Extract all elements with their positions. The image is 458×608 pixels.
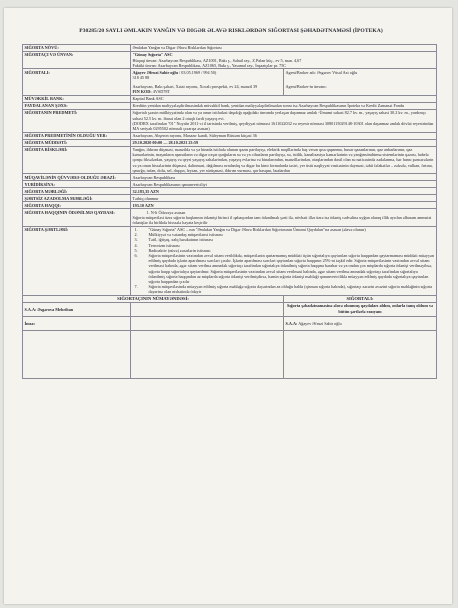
condition-item: 1. "Günay Sığorta" ASC – nın "Əmlakın Yanğın və Digər Əlavə Risklərdən Sığortasının Ümumi Qaydaları"na əsasən (əlavə olunur) <box>134 227 366 232</box>
document-title: P30285/20 SAYLI ƏMLAKIN YANĞIN VƏ DIGƏR ƏLAVƏ RISKLƏRDƏN SIĞORTASI ŞƏHADƏTNAMƏSİ (İPOTEKA) <box>79 28 383 34</box>
label-jurisdiction: YURİDİKSİYA: <box>23 181 131 188</box>
insurer-actual-address: Faktiki ünvan: Azərbaycan Respublikası, AZ1065, Bakı ş., Yasamal ray., İnşaatçılar pr. 75C <box>132 62 287 68</box>
certificate-table <box>22 44 437 379</box>
certificate-sheet <box>4 8 452 604</box>
rep-saa-cell <box>23 303 131 317</box>
value-subject <box>131 109 437 132</box>
value-territory: Azərbaycan Respublikası <box>131 174 437 181</box>
payment-rule: Sığorta müqaviləsi üzrə sığorta haqlarının ödəmişi birinci il qabaqcadan tam ödənilmək şərti ilə, növbəti illər üzrə isə ödəniş cədvəlinə uyğun olaraq illik ayrılan əlbarəm ammsizi ödənişlər ilə birlikdə hisssələ həyata keçirilir <box>132 214 432 226</box>
row-signature-names <box>23 303 437 317</box>
insured-dob: / 03.05.1969 / 994 50) <box>179 69 217 75</box>
label-bank: MÜVƏKKİL BANK: <box>23 95 131 102</box>
row-bottom-blank <box>23 331 437 379</box>
value-location: Azərbaycan, Abşeron rayonu, Masazır kəndi, Süleyman Rüstəm küçəsi 36 <box>131 132 437 139</box>
insurer-name: "Günay Sığorta" ASC <box>132 52 173 58</box>
sign-label: İmza: <box>23 317 131 331</box>
row-insurer <box>23 51 437 68</box>
insurer-legal-address: Hüquqi ünvan: Azərbaycan Respublikası, AZ1001, Bakı ş., Səbail ray., Z.Palan küç., ev 5, mən. 4,67 <box>132 57 302 63</box>
row-territory <box>23 174 437 181</box>
sign-empty-cell <box>131 317 284 331</box>
agent-value: Əsgərov Vüsal Azi oğlu <box>316 69 358 75</box>
label-premium: SIĞORTA HAQQI: <box>23 202 131 209</box>
value-insurer <box>131 51 437 68</box>
row-signature-sign <box>23 317 437 331</box>
rep-empty-cell <box>131 303 284 317</box>
condition-item: 3. Tətil, iğtişaş, xalq hərəkatının istisnası <box>134 237 213 243</box>
rep-saa-label: S.A.A: <box>24 306 37 312</box>
label-risks: SIĞORTA RİSKLƏRİ: <box>23 146 131 174</box>
value-risks: Yanğın, ildırım düşməsi, mənzildə və ya binada istifadə olunan qazın partlayışı, elektrik naqillərində baş verən qısa qapanma, buxar qazanlarının, qaz anbarlarının, qaz kəmərlərinin, maşınların aparatların və digər oxşar qurğuların su və ya cihazların partlayışı, su, istilik, kanalizasiya kəmərlərinin və yanğınsöndürmə sistemlərinin qəzası, habelə qonşu fiksələrdən, yaşayış və qeyri yaşayış sahələrindən, yaşayış evlərinə və binalarından, mənzillərindən, otaqlarından daxil olan su nəticəsində zədələnmə, hər hansı pəncərələrin və ya onun hissələrinin düşməsi, dəlinməsi, dağılması avadanlıq və digər bu kimi formalarda təsiri, yer üstü nəqliyyat vasitəsinin dəyməsi, təbii fəlakətlər – zəlzələ, vulkan, fırtına, qasırğa, tufan, dolu, sel, daşqın, leysan, yer sürüşməsi, ildırım vurması, qar basqını, buzlardan <box>131 146 437 174</box>
label-deductible: ŞƏRTSİZ AZADOLMA MƏBLƏĞİ: <box>23 195 131 202</box>
rep-name: Əsgərova Mehriban <box>37 306 74 312</box>
condition-item: 2. Mülkiyyət və vətəndaş müqavilənsi istisnası <box>134 232 223 238</box>
insured-header: SIĞORTALI: <box>284 296 437 303</box>
blank-left <box>23 331 131 379</box>
row-insured <box>23 69 437 96</box>
row-signature-headers <box>23 296 437 303</box>
row-subject <box>23 109 437 132</box>
row-conditions <box>23 226 437 295</box>
label-payment: SIĞORTA HAQQININ ÖDƏNİLMƏ QAYDASI: <box>23 209 131 226</box>
insured-saa-cell <box>284 317 437 331</box>
agent-cell <box>284 69 437 96</box>
value-sum-insured: 32.183,35 AZN <box>131 188 437 195</box>
row-payment <box>23 209 437 226</box>
label-conditions: SIĞORTA ŞƏRTLƏRİ: <box>23 226 131 295</box>
blank-mid <box>131 331 284 379</box>
insurer-rep-header: SIĞORTAÇININ NÜMAYƏNDƏSİ: <box>23 296 284 303</box>
insured-address: Azərbaycan, Bakı şəhəri, Xətai rayonu, Xocalı prospekti, ev 24, mənzil 39 <box>132 84 258 90</box>
acknowledgement-text: Sığorta şəhadətnaməsinə əlavə olunmuş qaydaları aldım, onlarla tanış oldum və bütün şərtlərlə razıyam <box>284 303 437 317</box>
insured-phone: 318 45 88 <box>132 74 150 80</box>
subject-registry: (DODRX tərəfindən "01" Noyabr 2011-ci il tarixində verilmiş, qeydiyyat nömrəsi 1611022032 və reyestr nömrəsi 3080115029148-10301 olan daşınmaz əmlak dövlət reyestrindən MA seriyalı 0295502 nömrəli çıxarışa əsasən) <box>132 120 434 131</box>
condition-item: 4. Terrorizm istisnası <box>134 242 180 248</box>
label-insurance-type: SIĞORTA NÖVÜ: <box>23 45 131 52</box>
label-sum-insured: SIĞORTA MƏBLƏĞİ: <box>23 188 131 195</box>
row-insurance-type <box>23 45 437 52</box>
value-premium: 193.10 AZN <box>131 202 437 209</box>
condition-item: 7. Sığorta müqaviləsində müəyyən edilmiş sığorta məbləğə sığorta dəyərindən az olduğu halda (qismən sığorta halında), sığortaçı zərərin əvəzini sığorta məbləğinin sığorta dəyərinə olan nisbətində ödəyir <box>134 284 433 295</box>
label-period: SIĞORTA MÜDDƏTİ: <box>23 139 131 146</box>
subject-description: Sığortalı şəxsin mülkiyyətində olan və ya onun istifadəsi daşıdığı aşağıdakı ünvanda yerləşən daşınmaz əmlak -Ümumi sahəsi 82.7 kv. m., yaşayış sahəsi 30.2 kv. m., yardımçı sahəsi 52.5 kv. m. ibarət olan 2 otaqlı fərdi yaşayış evi. <box>132 110 426 121</box>
value-conditions <box>131 226 437 295</box>
fin-value: 4VSD78T <box>152 89 170 95</box>
value-deductible: Tətbiq olunmur <box>131 195 437 202</box>
value-insurance-type: Əmlakın Yanğın və Digər Əlavə Risklərdən Sığortası <box>131 45 437 52</box>
row-location <box>23 132 437 139</box>
label-insured: SIĞORTALI: <box>23 69 131 96</box>
row-deductible <box>23 195 437 202</box>
insured-name: Ağayev Əfruzi Sabir oğlu <box>132 69 178 75</box>
value-payment <box>131 209 437 226</box>
insured-saa-name: Ağayev Əfruzi Sabir oğlu <box>298 320 342 326</box>
agent-label: Agent/Broker adı: <box>285 69 316 75</box>
value-bank: Kapital Bank ASC <box>131 95 437 102</box>
row-jurisdiction <box>23 181 437 188</box>
row-bank <box>23 95 437 102</box>
row-period <box>23 139 437 146</box>
value-jurisdiction: Azərbaycan Respublikasının qanunvericiliyi <box>131 181 437 188</box>
label-subject: SIĞORTANIN PREDMETİ: <box>23 109 131 132</box>
agent-address-label: Agent/Broker-in ünvanı: <box>285 83 327 89</box>
row-beneficiary <box>23 102 437 109</box>
value-beneficiary: Kreditin yenidən maliyyələşdirilməsindək müvəkkil bank, yenidən maliyyələşdirilmədən sonra isə Azərbaycan Respublikasının İpoteka və Kredit Zəmanət Fondu <box>131 102 437 109</box>
label-beneficiary: FAYDALANAN ŞƏXS: <box>23 102 131 109</box>
row-risks <box>23 146 437 174</box>
label-territory: MÜQAVİLƏNİN QÜVVƏDƏ OLDUĞU ƏRAZİ: <box>23 174 131 181</box>
blank-right <box>284 331 437 379</box>
value-insured <box>131 69 284 96</box>
row-sum-insured <box>23 188 437 195</box>
condition-item: 5. Radioaktiv (nüvə) zərərlərin istisnası <box>134 247 211 253</box>
row-premium <box>23 202 437 209</box>
payment-installment: 1. N-li Ödəvəyə əsasən <box>146 209 186 215</box>
value-period: 29.10.2020 00:00 — 28.10.2023 23:59 <box>131 139 437 146</box>
label-location: SIĞORTA PREDMETİNİN OLDUĞU YER: <box>23 132 131 139</box>
fin-label: FIN KOD: <box>132 89 152 95</box>
insured-saa-label: S.A.A: <box>285 320 298 326</box>
condition-item: 6. Sığorta müqaviləsinin vaxtından əvvəl xitam verildikdə, müqavilənin qurtarmamış müddəti üçün sığortalıya qaytarılan sığorta haqqından qaytarmaması müddəti müəyyən edilmiş qaydada işlərin aparılması xərcləri çıxılır. İşlərin aparılması xərcləri qaytarılan sığorta haqqının 25%-ni təşkil edir. Sığorta müqaviləsinin vaxtından əvvəl xitam verilməsi halında, əgər xitam verilmə anınadək sığortaçı tərəfindən sığortalıya ödənilmiş sığorta haqqına bərabər və ya ondan çox miqdarda sığorta ödənişi verilməyibsə, sığorta haqqı sığortalıya qaytarılmır. Sığorta müqaviləsinin vaxtından əvvəl xitam verilməsi halında, əgər xitam verilmə anınadək sığortaçı tərəfindən sığortalıya ödənilmiş sığorta haqqından az miqdarda sığorta ödənişi verilmişdirsə, həmin sığorta ödənişi məbləği qanunvericiliklə müəyyən edilmiş qaydada sığortalıya qaytarılan sığorta haqqından çıxılır <box>134 253 434 285</box>
label-insurer: SIĞORTAÇI VƏ ÜNVAN: <box>23 51 131 68</box>
